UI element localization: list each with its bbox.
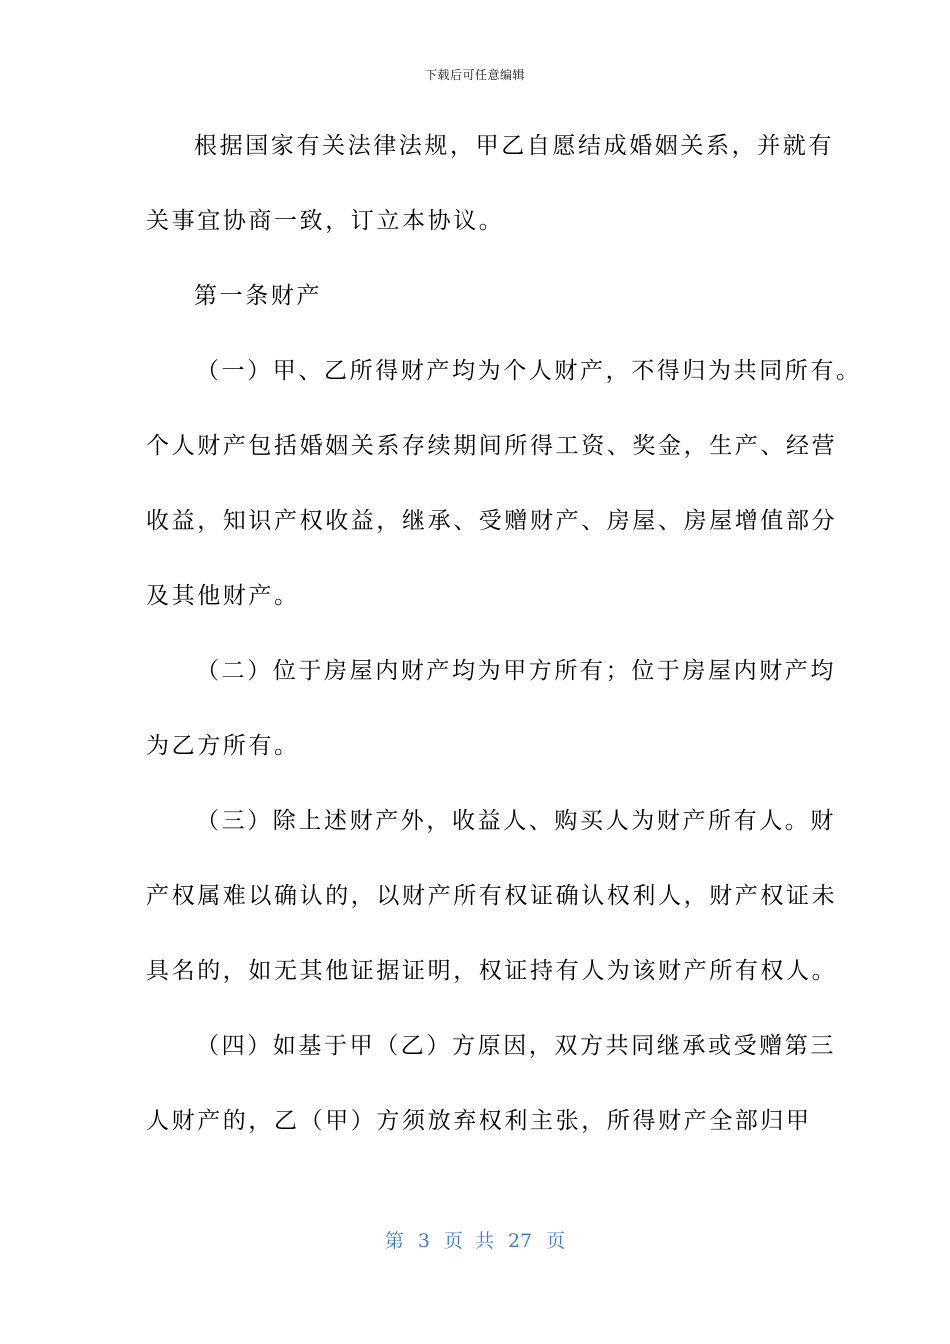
paragraph-line: 产权属难以确认的，以财产所有权证确认权利人，财产权证未 xyxy=(146,883,838,909)
footer-prefix: 第 xyxy=(384,1230,404,1252)
paragraph-line: （四）如基于甲（乙）方原因，双方共同继承或受赠第三 xyxy=(196,1033,836,1059)
paragraph-line: 及其他财产。 xyxy=(146,583,300,609)
paragraph-line: 为乙方所有。 xyxy=(146,733,300,759)
page-number-footer xyxy=(0,1226,950,1253)
footer-mid: 页 共 xyxy=(443,1230,494,1252)
page-header-note: 下载后可任意编辑 xyxy=(424,68,525,82)
section-heading: 第一条财产 xyxy=(194,283,322,309)
current-page-number: 3 xyxy=(417,1230,430,1252)
paragraph-line: （一）甲、乙所得财产均为个人财产，不得归为共同所有。 xyxy=(196,358,862,384)
paragraph-line: （三）除上述财产外，收益人、购买人为财产所有人。财 xyxy=(196,808,836,834)
paragraph-line: （二）位于房屋内财产均为甲方所有；位于房屋内财产均 xyxy=(196,658,836,684)
paragraph-line: 具名的，如无其他证据证明，权证持有人为该财产所有权人。 xyxy=(146,958,838,984)
paragraph-line: 根据国家有关法律法规，甲乙自愿结成婚姻关系，并就有 xyxy=(194,133,834,159)
paragraph-line: 个人财产包括婚姻关系存续期间所得工资、奖金，生产、经营 xyxy=(146,433,838,459)
paragraph-line: 人财产的，乙（甲）方须放弃权利主张，所得财产全部归甲 xyxy=(146,1108,812,1134)
paragraph-line: 收益，知识产权收益，继承、受赠财产、房屋、房屋增值部分 xyxy=(146,508,838,534)
footer-suffix: 页 xyxy=(546,1230,566,1252)
paragraph-line: 关事宜协商一致，订立本协议。 xyxy=(146,208,505,234)
total-pages-number: 27 xyxy=(507,1230,533,1252)
